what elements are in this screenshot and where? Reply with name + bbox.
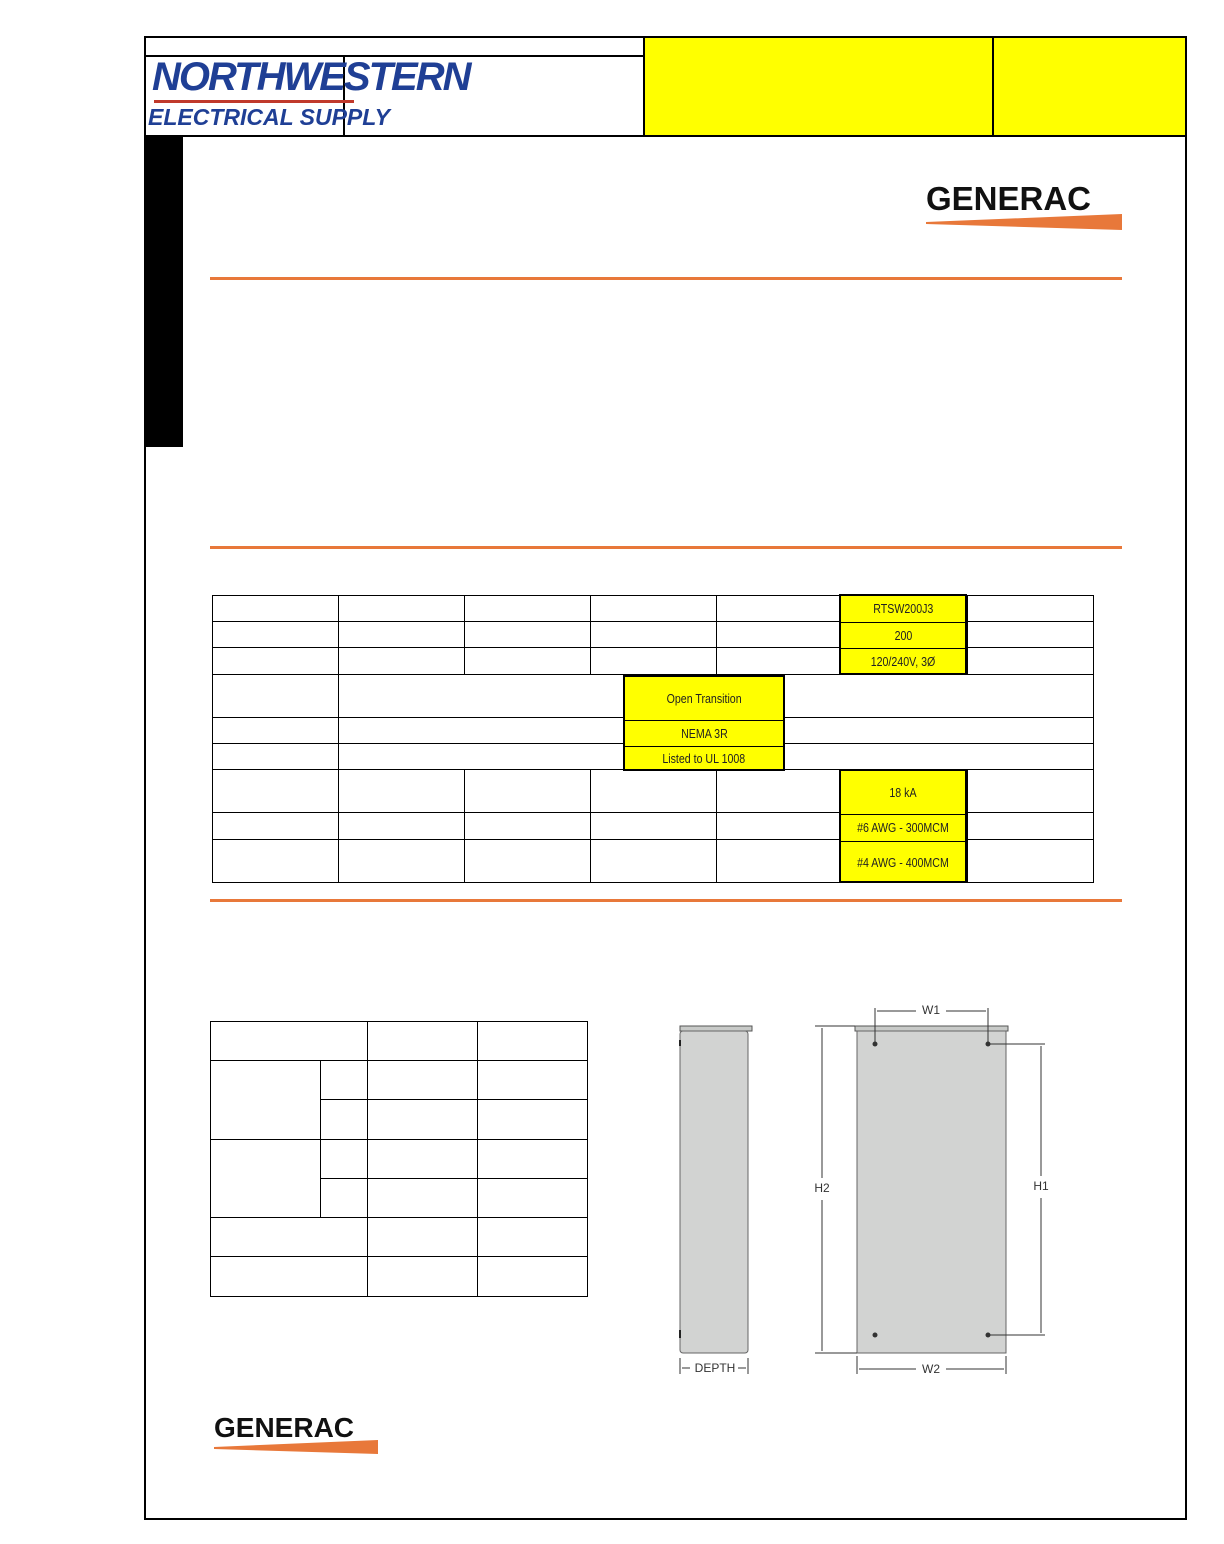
dim-label-h2: H2 (814, 1181, 830, 1195)
side-view (680, 1026, 752, 1374)
generac-swoosh (926, 214, 1124, 232)
side-black-tab (144, 136, 183, 447)
dim-label-w2: W2 (922, 1362, 940, 1376)
highlight-merged-group (623, 675, 785, 771)
cell-model: RTSW200J3 (872, 602, 934, 616)
logo-line-1: NORTHWESTERN (152, 55, 470, 99)
enclosure-drawing (660, 1000, 1060, 1385)
generac-wordmark: GENERAC (926, 180, 1092, 217)
dimensions-table (210, 1021, 588, 1297)
cell-listing: Listed to UL 1008 (625, 746, 783, 771)
generac-swoosh-bottom (214, 1440, 380, 1456)
logo-line-2: ELECTRICAL SUPPLY (148, 104, 390, 130)
dim-label-depth: DEPTH (694, 1361, 736, 1375)
generac-wordmark-bottom: GENERAC (214, 1412, 355, 1443)
highlight-model-column-bottom (839, 769, 967, 883)
dim-label-h1: H1 (1033, 1179, 1049, 1193)
section-rule-2 (210, 546, 1122, 549)
logo-rule (154, 100, 354, 103)
header-yellow-cell-1 (645, 38, 992, 135)
cell-wire-range-1: #6 AWG - 300MCM (841, 814, 965, 841)
cell-wire-range-2: #4 AWG - 400MCM (841, 841, 965, 883)
generac-logo-bottom (214, 1412, 384, 1458)
generac-logo-top (926, 180, 1126, 236)
section-rule-3 (210, 899, 1122, 902)
cell-enclosure: NEMA 3R (625, 720, 783, 746)
cell-amps: 200 (841, 622, 965, 648)
cell-transition: Open Transition (666, 691, 742, 706)
front-view (815, 1008, 1045, 1374)
highlight-model-column-top (839, 594, 967, 675)
header-bottom-divider (144, 135, 1187, 137)
cell-withstand: 18 kA (889, 785, 917, 800)
cell-voltage: 120/240V, 3Ø (841, 648, 965, 675)
dim-label-w1: W1 (922, 1003, 940, 1017)
northwestern-logo (146, 55, 470, 135)
header-yellow-cell-2 (994, 38, 1185, 135)
section-rule-1 (210, 277, 1122, 280)
